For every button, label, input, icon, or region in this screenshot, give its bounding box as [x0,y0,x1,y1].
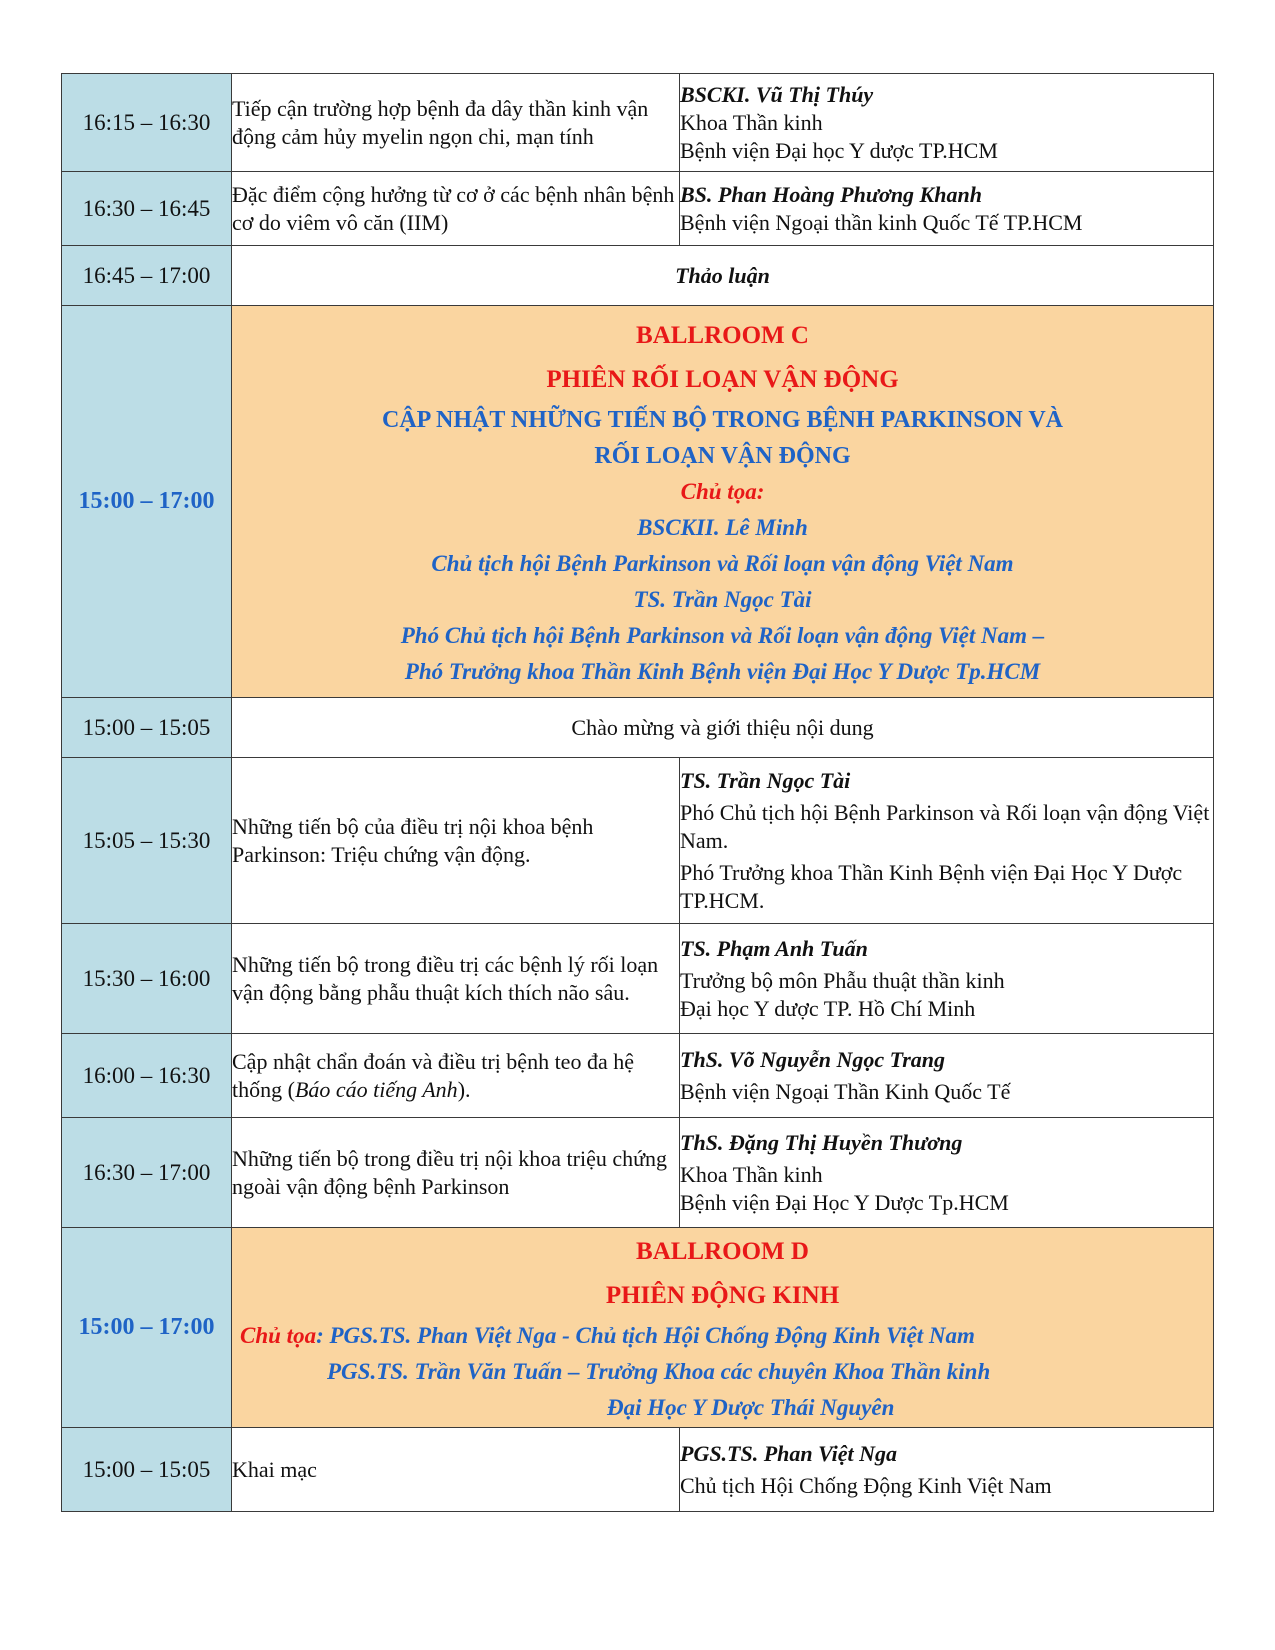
topic-text-end: ). [457,1076,471,1102]
time-cell: 16:00 – 16:30 [62,1034,232,1118]
room-title: BALLROOM C [636,321,809,349]
table-row [62,1428,1214,1512]
speaker-cell [680,758,1214,924]
topic-cell: Tiếp cận trường hợp bệnh đa dây thần kinh vận động cảm hủy myelin ngọn chi, mạn tính [232,74,680,172]
time-cell: 16:45 – 17:00 [62,246,232,306]
session-header-row [62,1228,1214,1428]
chair-line: PGS.TS. Trần Văn Tuấn – Trưởng Khoa các chuyên Khoa Thần kinh [327,1358,991,1384]
speaker-affiliation: Phó Trưởng khoa Thần Kinh Bệnh viện Đại Học Y Dược TP.HCM. [680,859,1183,913]
speaker-affiliation: Chủ tịch Hội Chống Động Kinh Việt Nam [680,1472,1052,1498]
time-cell: 15:05 – 15:30 [62,758,232,924]
speaker-cell [680,1034,1214,1118]
schedule-table [61,73,1214,1512]
topic-cell: Đặc điểm cộng hưởng từ cơ ở các bệnh nhân bệnh cơ do viêm vô căn (IIM) [232,172,680,246]
table-row [62,246,1214,306]
speaker-cell [680,1118,1214,1228]
topic-cell: Những tiến bộ trong điều trị các bệnh lý rối loạn vận động bằng phẫu thuật kích thích não sâu. [232,924,680,1034]
discussion-label: Thảo luận [232,246,1214,306]
chair-name: TS. Trần Ngọc Tài [633,586,812,612]
session-header [232,306,1214,698]
speaker-cell [680,172,1214,246]
speaker-name: BSCKI. Vũ Thị Thúy [680,81,874,107]
chair-label: Chủ tọa [240,1322,317,1348]
speaker-name: TS. Trần Ngọc Tài [680,767,851,793]
speaker-name: ThS. Võ Nguyễn Ngọc Trang [680,1046,946,1072]
table-row [62,172,1214,246]
chair-role: Phó Trưởng khoa Thần Kinh Bệnh viện Đại Học Y Dược Tp.HCM [404,658,1041,684]
table-row [62,74,1214,172]
chair-line: Đại Học Y Dược Thái Nguyên [607,1394,895,1420]
topic-cell: Khai mạc [232,1428,680,1512]
chair-text: : PGS.TS. Phan Việt Nga - Chủ tịch Hội Chống Động Kinh Việt Nam [316,1322,975,1348]
speaker-cell [680,1428,1214,1512]
table-row [62,758,1214,924]
speaker-cell [680,924,1214,1034]
speaker-affiliation: Khoa Thần kinh [680,109,823,135]
time-cell: 16:30 – 16:45 [62,172,232,246]
table-row [62,1034,1214,1118]
chair-role: Phó Chủ tịch hội Bệnh Parkinson và Rối loạn vận động Việt Nam – [400,622,1045,648]
speaker-name: TS. Phạm Anh Tuấn [680,935,868,961]
time-cell: 15:00 – 15:05 [62,698,232,758]
speaker-name: PGS.TS. Phan Việt Nga [680,1440,897,1466]
welcome-label: Chào mừng và giới thiệu nội dung [232,698,1214,758]
speaker-cell [680,74,1214,172]
speaker-affiliation: Đại học Y dược TP. Hồ Chí Minh [680,995,976,1021]
chair-name: BSCKII. Lê Minh [637,514,808,540]
speaker-affiliation: Bệnh viện Đại Học Y Dược Tp.HCM [680,1189,1009,1215]
session-time: 15:00 – 17:00 [62,306,232,698]
session-header-row [62,306,1214,698]
speaker-affiliation: Khoa Thần kinh [680,1161,823,1187]
room-title: BALLROOM D [636,1237,809,1265]
chair-label: Chủ tọa: [680,478,765,504]
speaker-affiliation: Bệnh viện Đại học Y dược TP.HCM [680,137,998,163]
table-row [62,1118,1214,1228]
topic-cell: Những tiến bộ của điều trị nội khoa bệnh Parkinson: Triệu chứng vận động. [232,758,680,924]
speaker-name: ThS. Đặng Thị Huyền Thương [680,1129,963,1155]
session-title: PHIÊN ĐỘNG KINH [605,1281,840,1309]
session-title: PHIÊN RỐI LOẠN VẬN ĐỘNG [546,365,899,393]
session-time: 15:00 – 17:00 [62,1228,232,1428]
chair-role: Chủ tịch hội Bệnh Parkinson và Rối loạn vận động Việt Nam [431,550,1014,576]
table-row [62,698,1214,758]
time-cell: 16:30 – 17:00 [62,1118,232,1228]
topic-note: Báo cáo tiếng Anh [294,1076,458,1102]
speaker-affiliation: Trưởng bộ môn Phẫu thuật thần kinh [680,967,1005,993]
time-cell: 15:30 – 16:00 [62,924,232,1034]
time-cell: 16:15 – 16:30 [62,74,232,172]
topic-cell: Những tiến bộ trong điều trị nội khoa triệu chứng ngoài vận động bệnh Parkinson [232,1118,680,1228]
speaker-affiliation: Phó Chủ tịch hội Bệnh Parkinson và Rối loạn vận động Việt Nam. [680,799,1210,853]
speaker-affiliation: Bệnh viện Ngoại thần kinh Quốc Tế TP.HCM [680,209,1083,235]
chair-line [232,1318,1213,1354]
speaker-affiliation: Bệnh viện Ngoại Thần Kinh Quốc Tế [680,1078,1011,1104]
topic-cell [232,1034,680,1118]
session-subtitle: CẬP NHẬT NHỮNG TIẾN BỘ TRONG BỆNH PARKINSON VÀ [382,406,1063,433]
session-subtitle: RỐI LOẠN VẬN ĐỘNG [594,442,851,469]
speaker-name: BS. Phan Hoàng Phương Khanh [680,181,982,207]
session-header [232,1228,1214,1428]
topic-text: Cập nhật chẩn đoán và điều trị bệnh teo đa hệ thống ( [232,1048,634,1102]
table-row [62,924,1214,1034]
time-cell: 15:00 – 15:05 [62,1428,232,1512]
